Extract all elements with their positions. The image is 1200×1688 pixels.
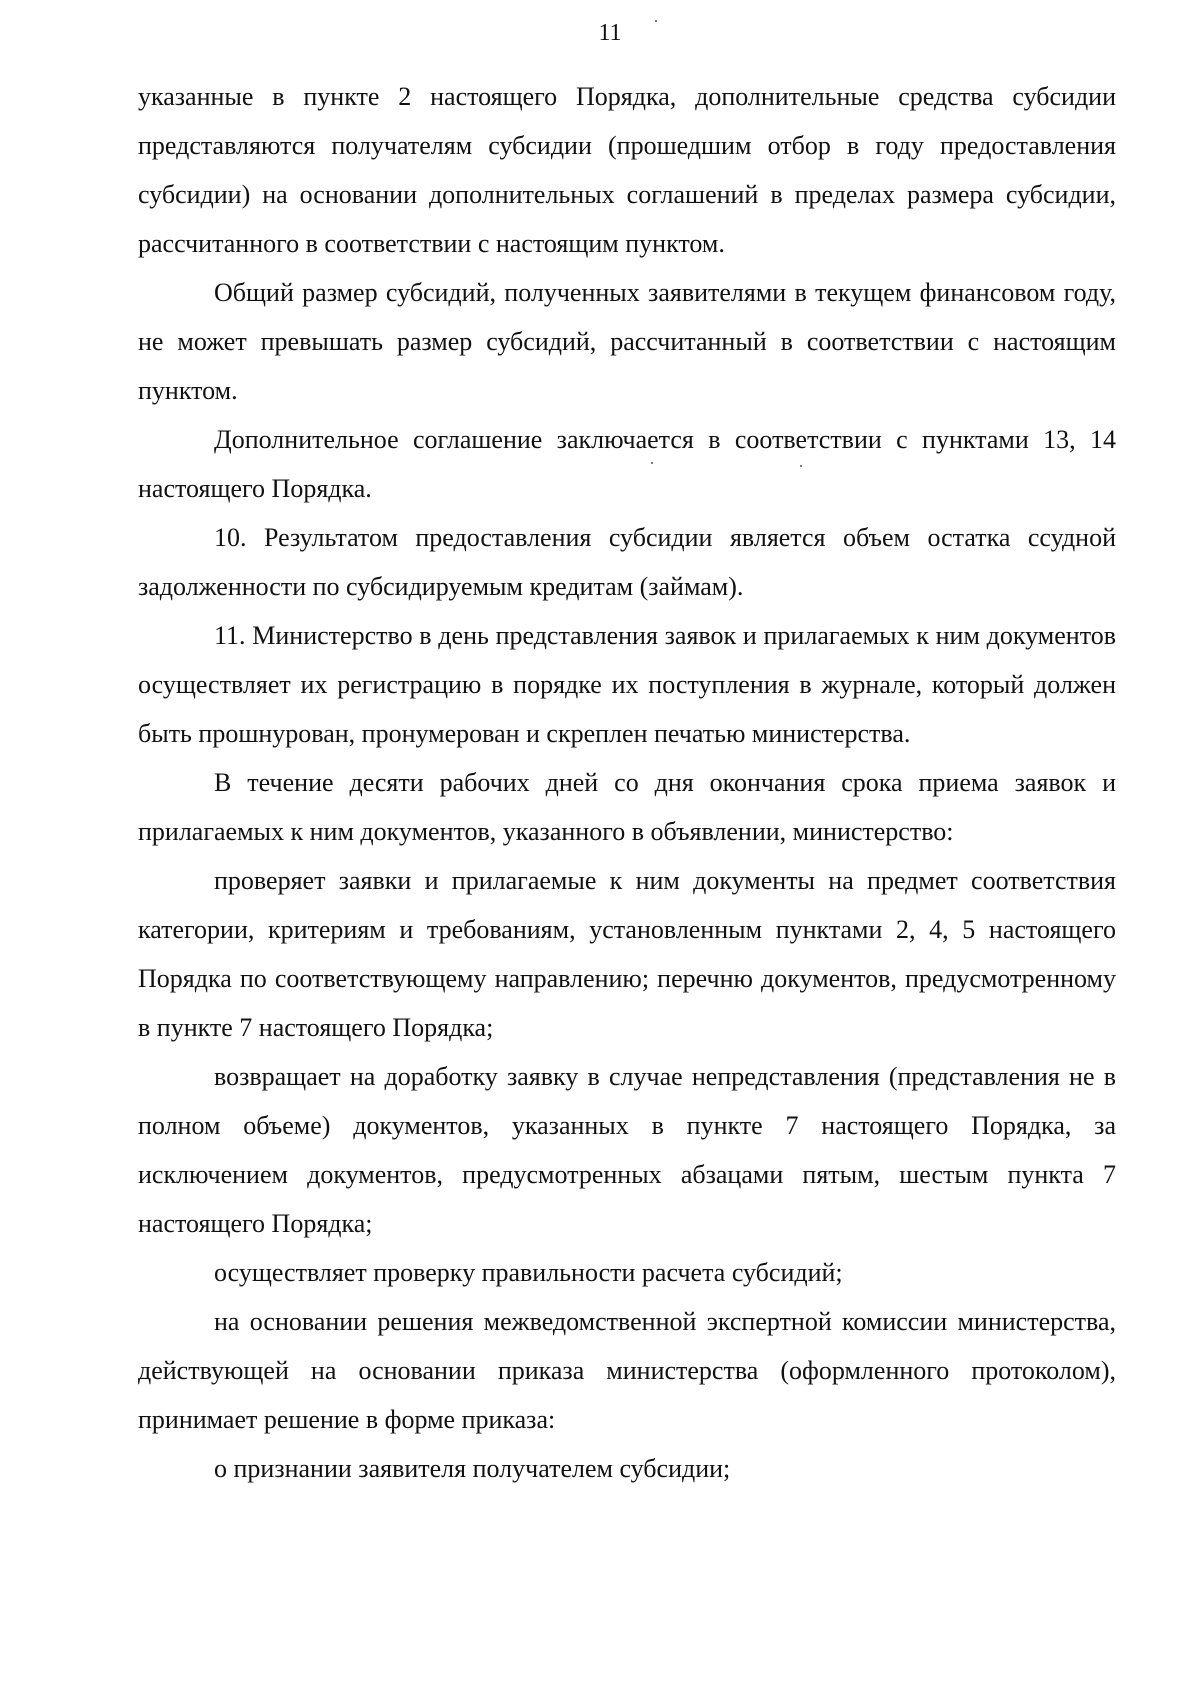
paragraph: возвращает на доработку заявку в случае непредставления (представления не в полном объеме) документов, указанных в пункте 7 настоящего Порядка, за исключением документов, предусмотренных абзацами пятым, шестым пункта 7 настоящего Порядка;: [138, 1062, 1116, 1238]
paragraph: осуществляет проверку правильности расчета субсидий;: [214, 1258, 843, 1287]
paragraph: 10. Результатом предоставления субсидии является объем остатка ссудной задолженности по субсидируемым кредитам (займам).: [138, 523, 1116, 601]
scan-speck: [655, 20, 657, 22]
paragraph: Общий размер субсидий, полученных заявителями в текущем финансовом году, не может превышать размер субсидий, рассчитанный в соответствии с настоящим пунктом.: [138, 278, 1116, 405]
scan-speck: [651, 462, 653, 464]
paragraph: о признании заявителя получателем субсидии;: [214, 1454, 731, 1483]
paragraph: В течение десяти рабочих дней со дня окончания срока приема заявок и прилагаемых к ним документов, указанного в объявлении, министерство:: [138, 768, 1116, 846]
paragraph: Дополнительное соглашение заключается в соответствии с пунктами 13, 14 настоящего Порядка.: [138, 425, 1116, 503]
document-body: [138, 72, 1116, 1493]
page-number: 11: [598, 20, 622, 46]
paragraph: указанные в пункте 2 настоящего Порядка, дополнительные средства субсидии представляются получателям субсидии (прошедшим отбор в году предоставления субсидии) на основании дополнительных соглашений в пределах размера субсидии, рассчитанного в соответствии с настоящим пунктом.: [138, 82, 1116, 258]
paragraph: на основании решения межведомственной экспертной комиссии министерства, действующей на основании приказа министерства (оформленного протоколом), принимает решение в форме приказа:: [138, 1307, 1116, 1434]
scan-speck: [800, 465, 802, 467]
paragraph: проверяет заявки и прилагаемые к ним документы на предмет соответствия категории, критериям и требованиям, установленным пунктами 2, 4, 5 настоящего Порядка по соответствующему направлению; перечню документов, предусмотренному в пункте 7 настоящего Порядка;: [138, 866, 1116, 1042]
paragraph: 11. Министерство в день представления заявок и прилагаемых к ним документов осуществляет их регистрацию в порядке их поступления в журнале, который должен быть прошнурован, пронумерован и скреплен печатью министерства.: [138, 621, 1116, 748]
